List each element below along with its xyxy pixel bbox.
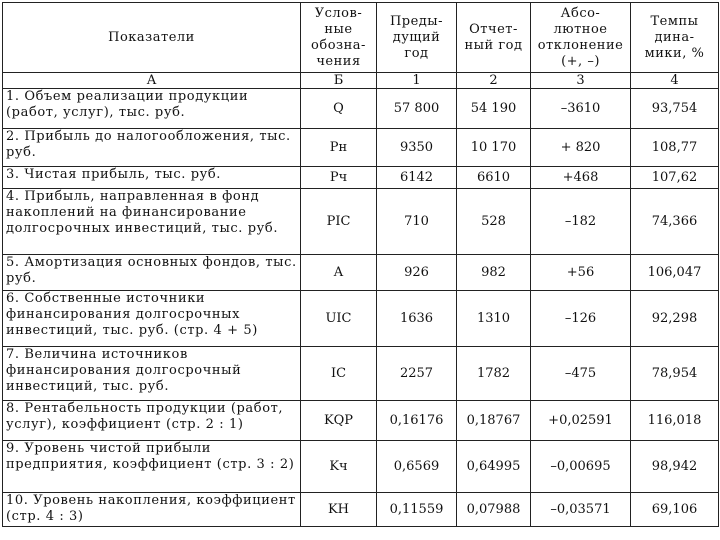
prev-year-value: 0,6569 [377,441,457,493]
indicator-name: 3. Чистая прибыль, тыс. руб. [3,167,301,189]
report-year-value: 10 170 [457,129,531,167]
report-year-value: 1782 [457,347,531,401]
header-row [3,3,719,73]
prev-year-value: 2257 [377,347,457,401]
column-index: 1 [377,73,457,89]
indicator-name: 7. Величина источников финансирования долгосрочный инвестиций, тыс. руб. [3,347,301,401]
abs-deviation-value: + 820 [531,129,631,167]
indicator-symbol: Q [301,89,377,129]
growth-rate-value: 107,62 [631,167,719,189]
column-index: 4 [631,73,719,89]
abs-deviation-value: +0,02591 [531,401,631,441]
column-index: А [3,73,301,89]
prev-year-value: 0,11559 [377,493,457,527]
abs-deviation-value: –0,03571 [531,493,631,527]
indicator-symbol: Kч [301,441,377,493]
report-year-value: 982 [457,255,531,291]
prev-year-value: 6142 [377,167,457,189]
header-indicators: Показатели [3,3,301,73]
header-abs-deviation: Абсо- лютное отклонение (+, –) [531,3,631,73]
indicator-symbol: Pн [301,129,377,167]
growth-rate-value: 78,954 [631,347,719,401]
abs-deviation-value: –3610 [531,89,631,129]
indicator-symbol: IC [301,347,377,401]
table-row [3,291,719,347]
report-year-value: 0,18767 [457,401,531,441]
header-growth-rate: Темпы дина- мики, % [631,3,719,73]
indicator-name: 1. Объем реализации продукции (работ, услуг), тыс. руб. [3,89,301,129]
indicator-symbol: Pч [301,167,377,189]
indicators-table [2,2,719,527]
table-row [3,401,719,441]
report-year-value: 1310 [457,291,531,347]
header-prev-year: Преды- дущий год [377,3,457,73]
table-row [3,167,719,189]
prev-year-value: 9350 [377,129,457,167]
column-index: 3 [531,73,631,89]
table-row [3,89,719,129]
abs-deviation-value: –475 [531,347,631,401]
growth-rate-value: 93,754 [631,89,719,129]
indicator-symbol: A [301,255,377,291]
indicator-name: 4. Прибыль, направленная в фонд накоплений на финансирование долгосрочных инвестиций, тыс. руб. [3,189,301,255]
indicator-symbol: KQP [301,401,377,441]
indicator-name: 10. Уровень накопления, коэффициент (стр. 4 : 3) [3,493,301,527]
abs-deviation-value: –182 [531,189,631,255]
column-index-row [3,73,719,89]
indicator-symbol: KН [301,493,377,527]
abs-deviation-value: –126 [531,291,631,347]
prev-year-value: 1636 [377,291,457,347]
indicator-name: 8. Рентабельность продукции (работ, услуг), коэффициент (стр. 2 : 1) [3,401,301,441]
prev-year-value: 926 [377,255,457,291]
growth-rate-value: 74,366 [631,189,719,255]
table-row [3,493,719,527]
prev-year-value: 710 [377,189,457,255]
growth-rate-value: 69,106 [631,493,719,527]
table-row [3,441,719,493]
indicator-symbol: UIC [301,291,377,347]
report-year-value: 0,64995 [457,441,531,493]
growth-rate-value: 98,942 [631,441,719,493]
abs-deviation-value: +56 [531,255,631,291]
table-row [3,129,719,167]
report-year-value: 6610 [457,167,531,189]
indicator-name: 2. Прибыль до налогообложения, тыс. руб. [3,129,301,167]
column-index: Б [301,73,377,89]
growth-rate-value: 106,047 [631,255,719,291]
indicator-name: 5. Амортизация основных фондов, тыс. руб. [3,255,301,291]
indicator-symbol: PIC [301,189,377,255]
abs-deviation-value: +468 [531,167,631,189]
header-symbol: Услов- ные обозна- чения [301,3,377,73]
growth-rate-value: 108,77 [631,129,719,167]
prev-year-value: 0,16176 [377,401,457,441]
indicator-name: 6. Собственные источники финансирования долгосрочных инвестиций, тыс. руб. (стр. 4 + 5) [3,291,301,347]
report-year-value: 0,07988 [457,493,531,527]
table-row [3,189,719,255]
indicator-name: 9. Уровень чистой прибыли предприятия, коэффициент (стр. 3 : 2) [3,441,301,493]
table-row [3,347,719,401]
growth-rate-value: 116,018 [631,401,719,441]
growth-rate-value: 92,298 [631,291,719,347]
table-row [3,255,719,291]
header-report-year: Отчет- ный год [457,3,531,73]
report-year-value: 54 190 [457,89,531,129]
prev-year-value: 57 800 [377,89,457,129]
abs-deviation-value: –0,00695 [531,441,631,493]
column-index: 2 [457,73,531,89]
report-year-value: 528 [457,189,531,255]
